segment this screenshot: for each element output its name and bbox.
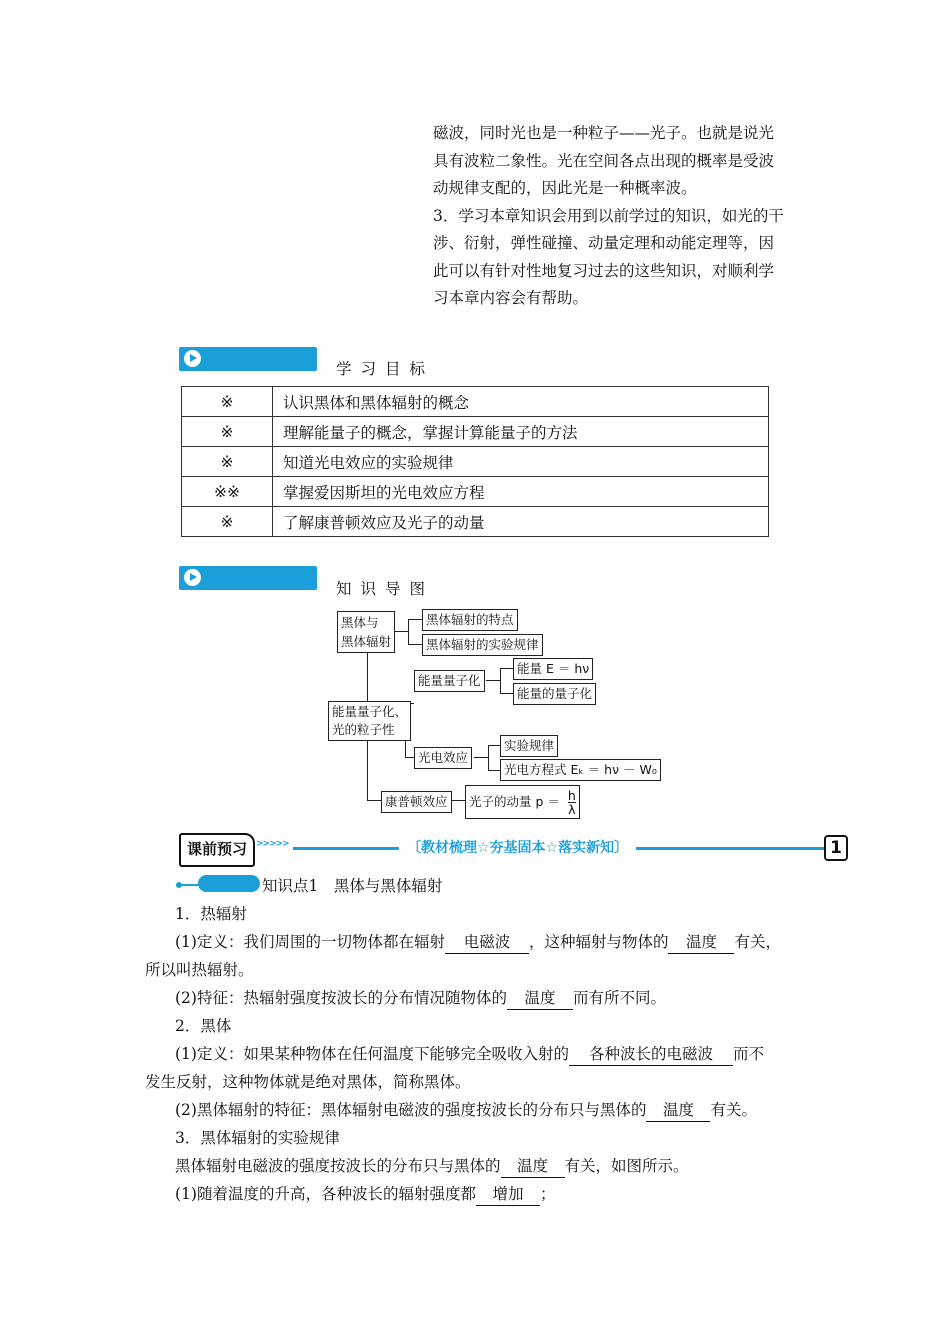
paragraph-line [175, 1153, 689, 1181]
connector-line [488, 745, 489, 770]
paragraph-line: 所以叫热辐射。 [145, 961, 254, 979]
goals-section-button[interactable] [179, 347, 317, 371]
text: ； [539, 1185, 556, 1203]
connector-line [408, 619, 409, 644]
text: 有关。 [710, 1101, 757, 1119]
fraction-denominator: λ [568, 802, 576, 817]
map-node-root [328, 701, 411, 741]
text: 而不 [732, 1045, 764, 1063]
answer-blank: 温度 [646, 1099, 710, 1122]
answer-blank: 各种波长的电磁波 [569, 1043, 733, 1066]
map-node-blackbody-law: 黑体辐射的实验规律 [422, 634, 543, 656]
answer-blank: 温度 [668, 931, 734, 954]
map-node-quantization: 能量量子化 [414, 670, 485, 692]
map-node-blackbody-feature: 黑体辐射的特点 [422, 609, 518, 631]
intro-line: 涉、衍射，弹性碰撞、动量定理和动能定理等，因 [433, 234, 775, 252]
map-node-label: 能量量子化、 [332, 704, 408, 719]
play-icon [184, 350, 201, 367]
text: (2)黑体辐射的特征：黑体辐射电磁波的强度按波长的分布只与黑体的 [175, 1101, 647, 1119]
text: (1)随着温度的升高，各种波长的辐射强度都 [175, 1185, 476, 1203]
text: 黑体辐射电磁波的强度按波长的分布只与黑体的 [175, 1157, 501, 1175]
text: 有关， [734, 933, 781, 951]
knowledge-point-dot [176, 882, 182, 888]
table-row [182, 507, 769, 537]
connector-line [474, 757, 488, 758]
knowledge-heading: 知识点1 黑体与黑体辐射 [262, 877, 443, 895]
map-node-label: 黑体辐射 [341, 634, 392, 649]
intro-line: 3．学习本章知识会用到以前学过的知识，如光的干 [433, 206, 784, 225]
map-node-experiment-law: 实验规律 [500, 735, 558, 757]
text: (2)特征：热辐射强度按波长的分布情况随物体的 [175, 989, 507, 1007]
connector-line [405, 757, 414, 758]
intro-line: 动规律支配的，因此光是一种概率波。 [433, 179, 697, 197]
text: (1)定义：我们周围的一切物体都在辐射 [175, 933, 445, 951]
map-node-label: 光的粒子性 [332, 722, 395, 737]
map-title: 知识导图 [336, 580, 435, 598]
banner-tag: 课前预习 [179, 833, 255, 867]
importance-mark: ※ [182, 447, 273, 477]
table-row [182, 417, 769, 447]
banner-number: 1 [824, 835, 848, 861]
connector-line [500, 668, 513, 669]
table-row [182, 447, 769, 477]
connector-line [408, 644, 422, 645]
map-node-blackbody [337, 611, 395, 653]
map-section-button[interactable] [179, 566, 317, 590]
paragraph-line: 发生反射，这种物体就是绝对黑体，简称黑体。 [145, 1073, 471, 1091]
map-node-energy-quantization: 能量的量子化 [513, 683, 596, 705]
connector-line [408, 619, 422, 620]
paragraph-line [175, 1181, 555, 1209]
paragraph-line [175, 1097, 757, 1125]
paragraph-line [175, 929, 781, 957]
table-row [182, 477, 769, 507]
section-heading: 2．黑体 [175, 1017, 232, 1035]
answer-blank: 温度 [507, 987, 573, 1010]
map-node-photoelectric: 光电效应 [414, 747, 472, 769]
banner-subtitle: 〔教材梳理☆夯基固本☆落实新知〕 [399, 837, 636, 859]
connector-line [500, 668, 501, 693]
intro-line: 磁波，同时光也是一种粒子——光子。也就是说光 [433, 124, 775, 142]
goals-title: 学习目标 [336, 360, 435, 378]
connector-line [367, 652, 368, 701]
section-heading: 1．热辐射 [175, 905, 247, 923]
map-node-energy: 能量 E ＝ hν [513, 658, 593, 680]
answer-blank: 增加 [476, 1183, 540, 1206]
answer-blank: 电磁波 [445, 931, 529, 954]
knowledge-point-pill [198, 875, 260, 892]
importance-mark: ※ [182, 507, 273, 537]
map-node-label: 光子的动量 p ＝ [469, 794, 560, 809]
connector-line [486, 680, 500, 681]
connector-line [500, 693, 513, 694]
connector-line [367, 739, 368, 801]
connector-line [367, 800, 381, 801]
paragraph-line [175, 985, 666, 1013]
fraction [568, 789, 576, 816]
section-heading: 3．黑体辐射的实验规律 [175, 1129, 340, 1147]
intro-line: 此可以有针对性地复习过去的这些知识，对顺利学 [433, 261, 775, 280]
goal-text: 知道光电效应的实验规律 [273, 447, 769, 477]
table-row [182, 387, 769, 417]
text: ，这种辐射与物体的 [528, 933, 669, 951]
arrows-icon: >>>>> [256, 839, 289, 849]
goal-text: 了解康普顿效应及光子的动量 [273, 507, 769, 537]
answer-blank: 温度 [501, 1155, 565, 1178]
intro-line: 具有波粒二象性。光在空间各点出现的概率是受波 [433, 151, 775, 170]
goal-text: 掌握爱因斯坦的光电效应方程 [273, 477, 769, 507]
map-node-equation: 光电方程式 Eₖ ＝ hν － W₀ [500, 759, 661, 781]
goals-table [181, 386, 769, 537]
connector-line [394, 631, 408, 632]
map-node-compton: 康普顿效应 [381, 791, 452, 813]
importance-mark: ※ [182, 387, 273, 417]
intro-paragraph [433, 120, 823, 313]
importance-mark: ※ [182, 417, 273, 447]
text: 有关，如图所示。 [564, 1157, 689, 1175]
connector-line [451, 800, 465, 801]
preview-banner [179, 830, 849, 866]
importance-mark: ※※ [182, 477, 273, 507]
play-icon [184, 569, 201, 586]
goal-text: 理解能量子的概念，掌握计算能量子的方法 [273, 417, 769, 447]
intro-line: 习本章内容会有帮助。 [433, 289, 589, 307]
map-node-momentum [465, 785, 580, 819]
map-node-label: 黑体与 [341, 615, 379, 630]
fraction-numerator: h [567, 788, 576, 803]
paragraph-line [175, 1041, 764, 1069]
text: 而有所不同。 [572, 989, 666, 1007]
text: (1)定义：如果某种物体在任何温度下能够完全吸收入射的 [175, 1045, 569, 1063]
goal-text: 认识黑体和黑体辐射的概念 [273, 387, 769, 417]
